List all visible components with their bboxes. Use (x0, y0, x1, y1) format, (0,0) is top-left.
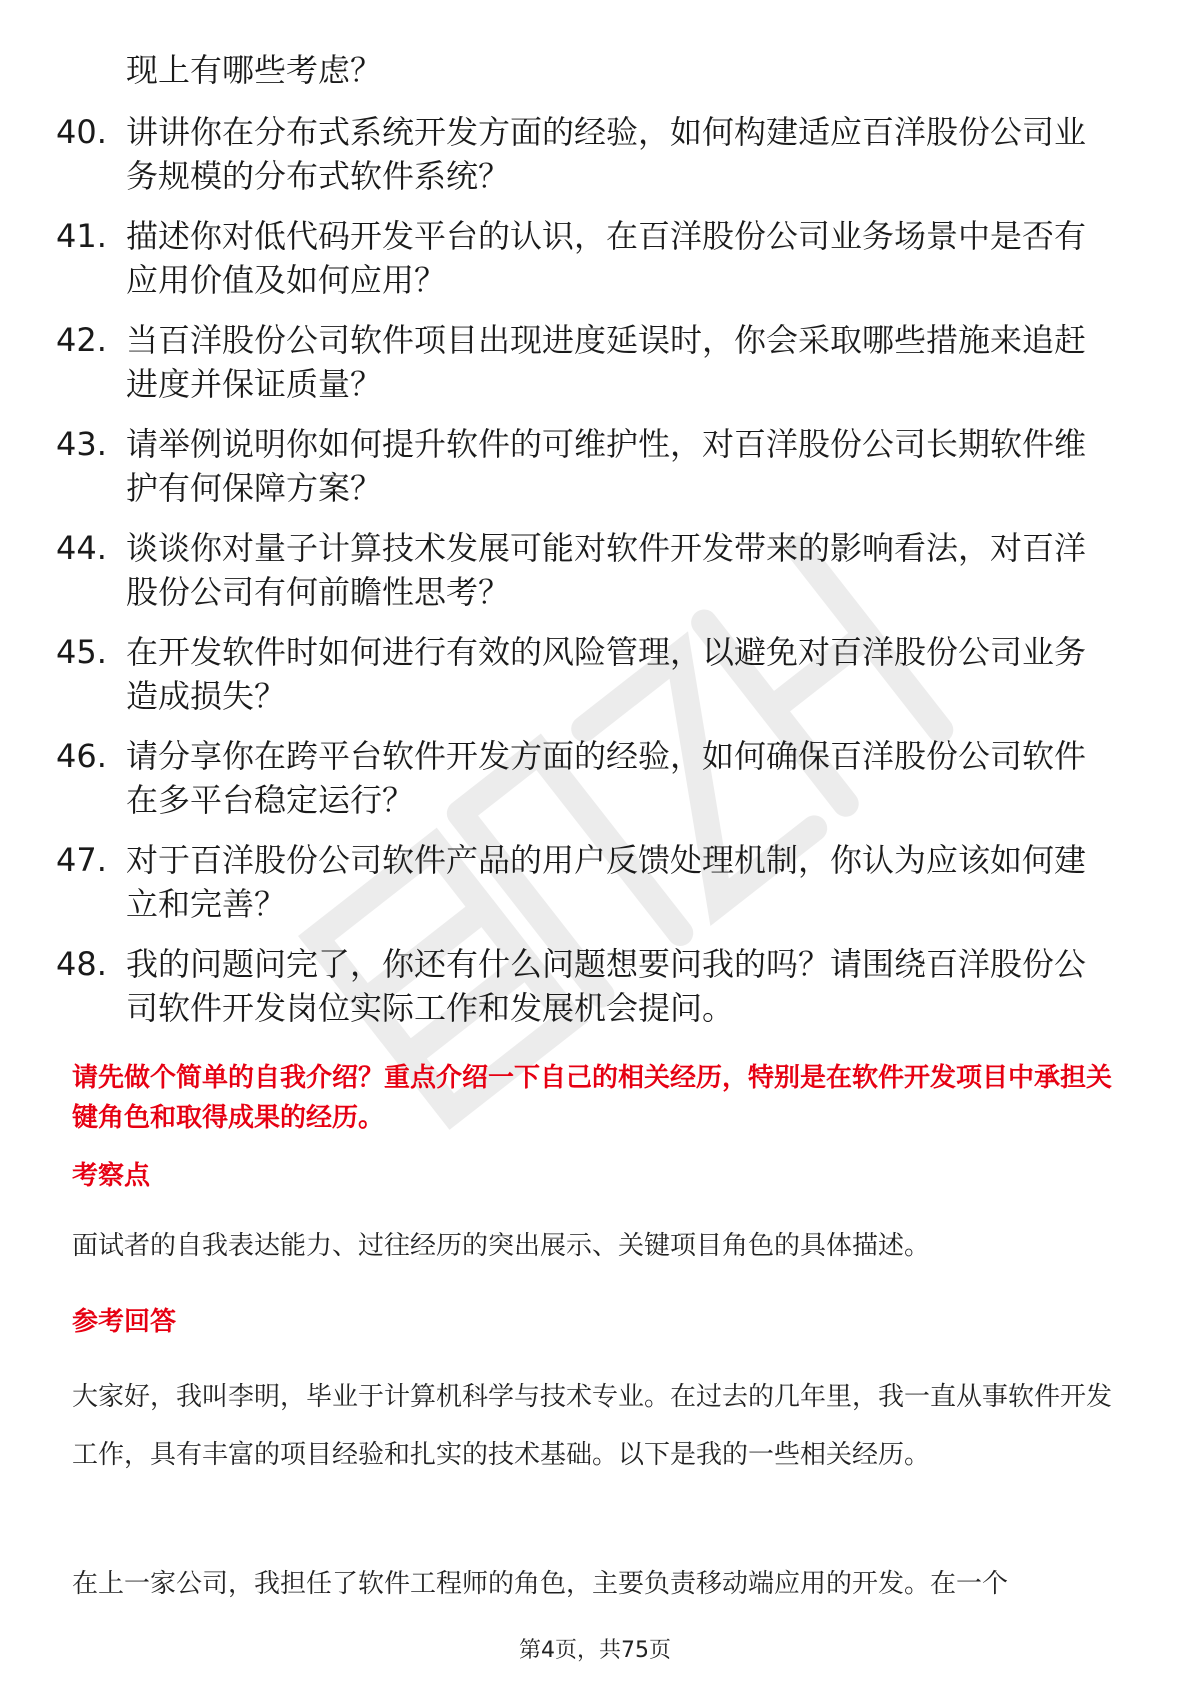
question-number: 40. (56, 113, 107, 151)
question-text: 在开发软件时如何进行有效的风险管理，以避免对百洋股份公司业务造成损失？ (126, 633, 1087, 715)
list-item (56, 526, 1116, 630)
question-number: 44. (56, 529, 107, 567)
question-text: 讲讲你在分布式系统开发方面的经验，如何构建适应百洋股份公司业务规模的分布式软件系统？ (126, 113, 1087, 195)
list-item (56, 942, 1116, 1046)
question-text: 当百洋股份公司软件项目出现进度延误时，你会采取哪些措施来追赶进度并保证质量？ (126, 321, 1087, 403)
question-number: 46. (56, 737, 107, 775)
continuation-text: 现上有哪些考虑？ (126, 51, 383, 89)
question-number: 45. (56, 633, 107, 671)
question-number: 47. (56, 841, 107, 879)
list-item (56, 734, 1116, 838)
answer-heading: 参考回答 (72, 1307, 177, 1337)
question-number: 43. (56, 425, 107, 463)
list-item (56, 318, 1116, 422)
question-text: 请分享你在跨平台软件开发方面的经验，如何确保百洋股份公司软件在多平台稳定运行？ (126, 737, 1087, 819)
question-text: 谈谈你对量子计算技术发展可能对软件开发带来的影响看法，对百洋股份公司有何前瞻性思考？ (126, 529, 1087, 611)
featured-question: 请先做个简单的自我介绍？重点介绍一下自己的相关经历，特别是在软件开发项目中承担关键角色和取得成果的经历。 (72, 1063, 1113, 1133)
question-text: 描述你对低代码开发平台的认识，在百洋股份公司业务场景中是否有应用价值及如何应用？ (126, 217, 1087, 299)
question-text: 我的问题问完了，你还有什么问题想要问我的吗？请围绕百洋股份公司软件开发岗位实际工作和发展机会提问。 (126, 945, 1087, 1027)
question-text: 请举例说明你如何提升软件的可维护性，对百洋股份公司长期软件维护有何保障方案？ (126, 425, 1087, 507)
question-text: 对于百洋股份公司软件产品的用户反馈处理机制，你认为应该如何建立和完善？ (126, 841, 1087, 923)
list-item (56, 422, 1116, 526)
question-list (56, 110, 1116, 1046)
question-number: 42. (56, 321, 107, 359)
answer-paragraph: 大家好，我叫李明，毕业于计算机科学与技术专业。在过去的几年里，我一直从事软件开发工作，具有丰富的项目经验和扎实的技术基础。以下是我的一些相关经历。 (72, 1382, 1113, 1470)
question-number: 41. (56, 217, 107, 255)
question-number: 48. (56, 945, 107, 983)
focus-text: 面试者的自我表达能力、过往经历的突出展示、关键项目角色的具体描述。 (72, 1231, 931, 1261)
list-item (56, 838, 1116, 942)
list-item (56, 630, 1116, 734)
page-number-footer: 第4页，共75页 (519, 1638, 671, 1663)
list-item (56, 214, 1116, 318)
answer-paragraph: 在上一家公司，我担任了软件工程师的角色，主要负责移动端应用的开发。在一个 (72, 1569, 1009, 1599)
list-item (56, 110, 1116, 214)
focus-heading: 考察点 (72, 1161, 151, 1191)
